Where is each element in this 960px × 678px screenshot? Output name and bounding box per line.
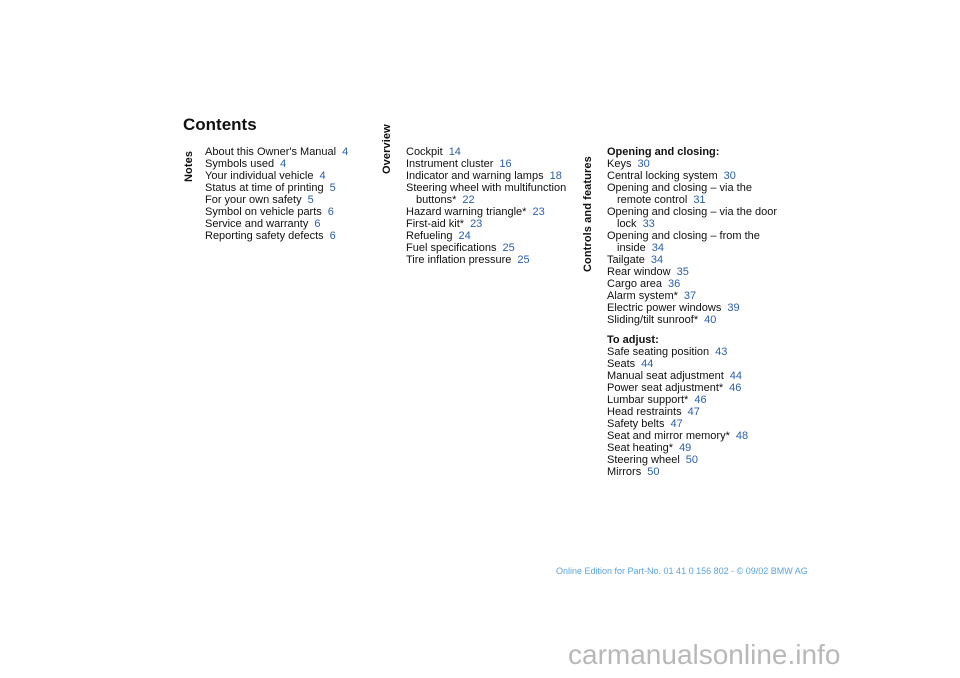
toc-entry-title: Safe seating position: [607, 346, 710, 358]
toc-entry-page-link[interactable]: 25: [502, 242, 515, 254]
toc-entry-title: Service and warranty: [205, 218, 309, 230]
toc-entry-page-link[interactable]: 6: [329, 230, 336, 242]
footer-edition-note: Online Edition for Part-No. 01 41 0 156 802 - © 09/02 BMW AG: [556, 566, 808, 576]
toc-entry-title: Opening and closing – from the inside: [607, 230, 760, 254]
toc-entry-page-link[interactable]: 46: [729, 382, 742, 394]
toc-entry: [607, 382, 782, 394]
toc-entry: [607, 206, 782, 230]
toc-entry: [205, 218, 380, 230]
toc-entry: [406, 146, 581, 158]
toc-entry: [205, 194, 380, 206]
toc-entry-title: Alarm system*: [607, 290, 678, 302]
toc-entry: [205, 146, 380, 158]
toc-entry: [607, 358, 782, 370]
toc-entry-title: Power seat adjustment*: [607, 382, 724, 394]
toc-entry-page-link[interactable]: 24: [458, 230, 471, 242]
toc-entry: [607, 254, 782, 266]
toc-entry-page-link[interactable]: 30: [723, 170, 736, 182]
toc-entry-page-link[interactable]: 4: [280, 158, 287, 170]
toc-entry-page-link[interactable]: 34: [651, 242, 664, 254]
section-tab-controls-and-features: Controls and features: [582, 156, 594, 272]
toc-entry-page-link[interactable]: 47: [670, 418, 683, 430]
toc-entry: [406, 158, 581, 170]
toc-entry-title: Cargo area: [607, 278, 663, 290]
toc-entry: [205, 170, 380, 182]
toc-column-controls-and-features: [607, 146, 782, 478]
toc-entry: [205, 230, 380, 242]
toc-entry-page-link[interactable]: 33: [642, 218, 655, 230]
toc-entry: [607, 314, 782, 326]
toc-entry-title: Central locking system: [607, 170, 718, 182]
toc-entry: [607, 442, 782, 454]
toc-entry-page-link[interactable]: 16: [499, 158, 512, 170]
toc-entry-page-link[interactable]: 18: [549, 170, 562, 182]
toc-entry-title: Indicator and warning lamps: [406, 170, 544, 182]
toc-entry: [607, 278, 782, 290]
toc-group-heading: Opening and closing:: [607, 146, 720, 158]
group-spacer: [607, 326, 782, 334]
toc-entry-title: Refueling: [406, 230, 453, 242]
toc-entry: [607, 454, 782, 466]
toc-entry: [607, 430, 782, 442]
toc-entry-page-link[interactable]: 50: [685, 454, 699, 466]
toc-entry-page-link[interactable]: 22: [462, 194, 475, 206]
toc-entry-page-link[interactable]: 6: [314, 218, 321, 230]
toc-entry-page-link[interactable]: 34: [650, 254, 664, 266]
toc-entry-title: Fuel specifications: [406, 242, 497, 254]
toc-entry: [406, 230, 581, 242]
toc-entry-page-link[interactable]: 37: [683, 290, 697, 302]
toc-entry: [406, 182, 581, 206]
toc-column-overview: [406, 146, 581, 266]
toc-entry-title: Reporting safety defects: [205, 230, 324, 242]
toc-entry: [205, 182, 380, 194]
toc-entry-title: Steering wheel with multifunction buttons*: [406, 182, 567, 206]
toc-entry-title: First-aid kit*: [406, 218, 465, 230]
toc-entry: [607, 182, 782, 206]
toc-entry: [406, 242, 581, 254]
watermark: carmanualsonline.info: [568, 639, 841, 670]
toc-entry: [406, 206, 581, 218]
toc-entry: [607, 266, 782, 278]
toc-entry: [607, 158, 782, 170]
toc-entry: [607, 370, 782, 382]
toc-entry: [607, 302, 782, 314]
toc-entry-page-link[interactable]: 47: [687, 406, 700, 418]
toc-entry-page-link[interactable]: 49: [679, 442, 692, 454]
toc-entry-title: Tire inflation pressure: [406, 254, 512, 266]
toc-group-heading: To adjust:: [607, 334, 659, 346]
toc-entry-page-link[interactable]: 43: [715, 346, 728, 358]
toc-entry-title: Electric power windows: [607, 302, 722, 314]
toc-entry: [607, 466, 782, 478]
toc-entry-page-link[interactable]: 5: [329, 182, 336, 194]
page-title: Contents: [183, 115, 257, 134]
toc-entry-page-link[interactable]: 44: [641, 358, 654, 370]
toc-entry-page-link[interactable]: 44: [729, 370, 743, 382]
toc-entry-title: Opening and closing – via the door lock: [607, 206, 778, 230]
toc-entry-title: Status at time of printing: [205, 182, 324, 194]
section-tab-notes: Notes: [183, 150, 195, 182]
toc-entry: [607, 394, 782, 406]
toc-entry-title: Steering wheel: [607, 454, 680, 466]
toc-entry-title: Mirrors: [607, 466, 642, 478]
toc-entry-title: About this Owner's Manual: [205, 146, 337, 158]
section-tab-overview: Overview: [381, 124, 393, 174]
toc-entry-page-link[interactable]: 31: [693, 194, 706, 206]
toc-entry-page-link[interactable]: 30: [637, 158, 650, 170]
toc-entry-title: For your own safety: [205, 194, 302, 206]
toc-entry-title: Hazard warning triangle*: [406, 206, 527, 218]
toc-entry-title: Seat heating*: [607, 442, 674, 454]
toc-entry-title: Manual seat adjustment: [607, 370, 724, 382]
toc-entry: [205, 206, 380, 218]
toc-entry: [406, 254, 581, 266]
toc-entry: [607, 406, 782, 418]
toc-entry: [607, 418, 782, 430]
toc-entry: [607, 290, 782, 302]
toc-entry-page-link[interactable]: 36: [668, 278, 681, 290]
toc-entry: [607, 346, 782, 358]
toc-entry: [607, 230, 782, 254]
toc-entry-page-link[interactable]: 25: [517, 254, 530, 266]
toc-entry-title: Symbols used: [205, 158, 275, 170]
toc-entry-page-link[interactable]: 5: [307, 194, 314, 206]
toc-entry-title: Safety belts: [607, 418, 665, 430]
toc-entry-title: Tailgate: [607, 254, 645, 266]
toc-entry-title: Head restraints: [607, 406, 682, 418]
toc-entry-title: Cockpit: [406, 146, 443, 158]
toc-entry-title: Rear window: [607, 266, 671, 278]
toc-entry-page-link[interactable]: 46: [694, 394, 707, 406]
toc-entry-page-link[interactable]: 50: [647, 466, 660, 478]
toc-entry: [607, 170, 782, 182]
toc-entry-page-link[interactable]: 4: [342, 146, 349, 158]
toc-entry-page-link[interactable]: 14: [448, 146, 461, 158]
toc-entry: [406, 218, 581, 230]
toc-entry-title: Your individual vehicle: [205, 170, 314, 182]
toc-entry-page-link[interactable]: 23: [470, 218, 483, 230]
toc-column-notes: [205, 146, 380, 242]
toc-entry-page-link[interactable]: 39: [727, 302, 740, 314]
toc-entry-page-link[interactable]: 35: [676, 266, 689, 278]
toc-entry: [406, 170, 581, 182]
toc-entry-page-link[interactable]: 4: [319, 170, 326, 182]
toc-entry-title: Sliding/tilt sunroof*: [607, 314, 699, 326]
toc-entry-title: Seat and mirror memory*: [607, 430, 730, 442]
toc-entry-page-link[interactable]: 6: [327, 206, 334, 218]
toc-entry-page-link[interactable]: 23: [532, 206, 545, 218]
toc-entry-title: Symbol on vehicle parts: [205, 206, 322, 218]
toc-entry-title: Lumbar support*: [607, 394, 689, 406]
toc-entry-page-link[interactable]: 40: [704, 314, 717, 326]
toc-entry-title: Opening and closing – via the remote control: [607, 182, 752, 206]
toc-entry-title: Seats: [607, 358, 636, 370]
toc-entry-title: Instrument cluster: [406, 158, 494, 170]
toc-entry: [205, 158, 380, 170]
toc-entry-title: Keys: [607, 158, 632, 170]
toc-entry-page-link[interactable]: 48: [735, 430, 749, 442]
